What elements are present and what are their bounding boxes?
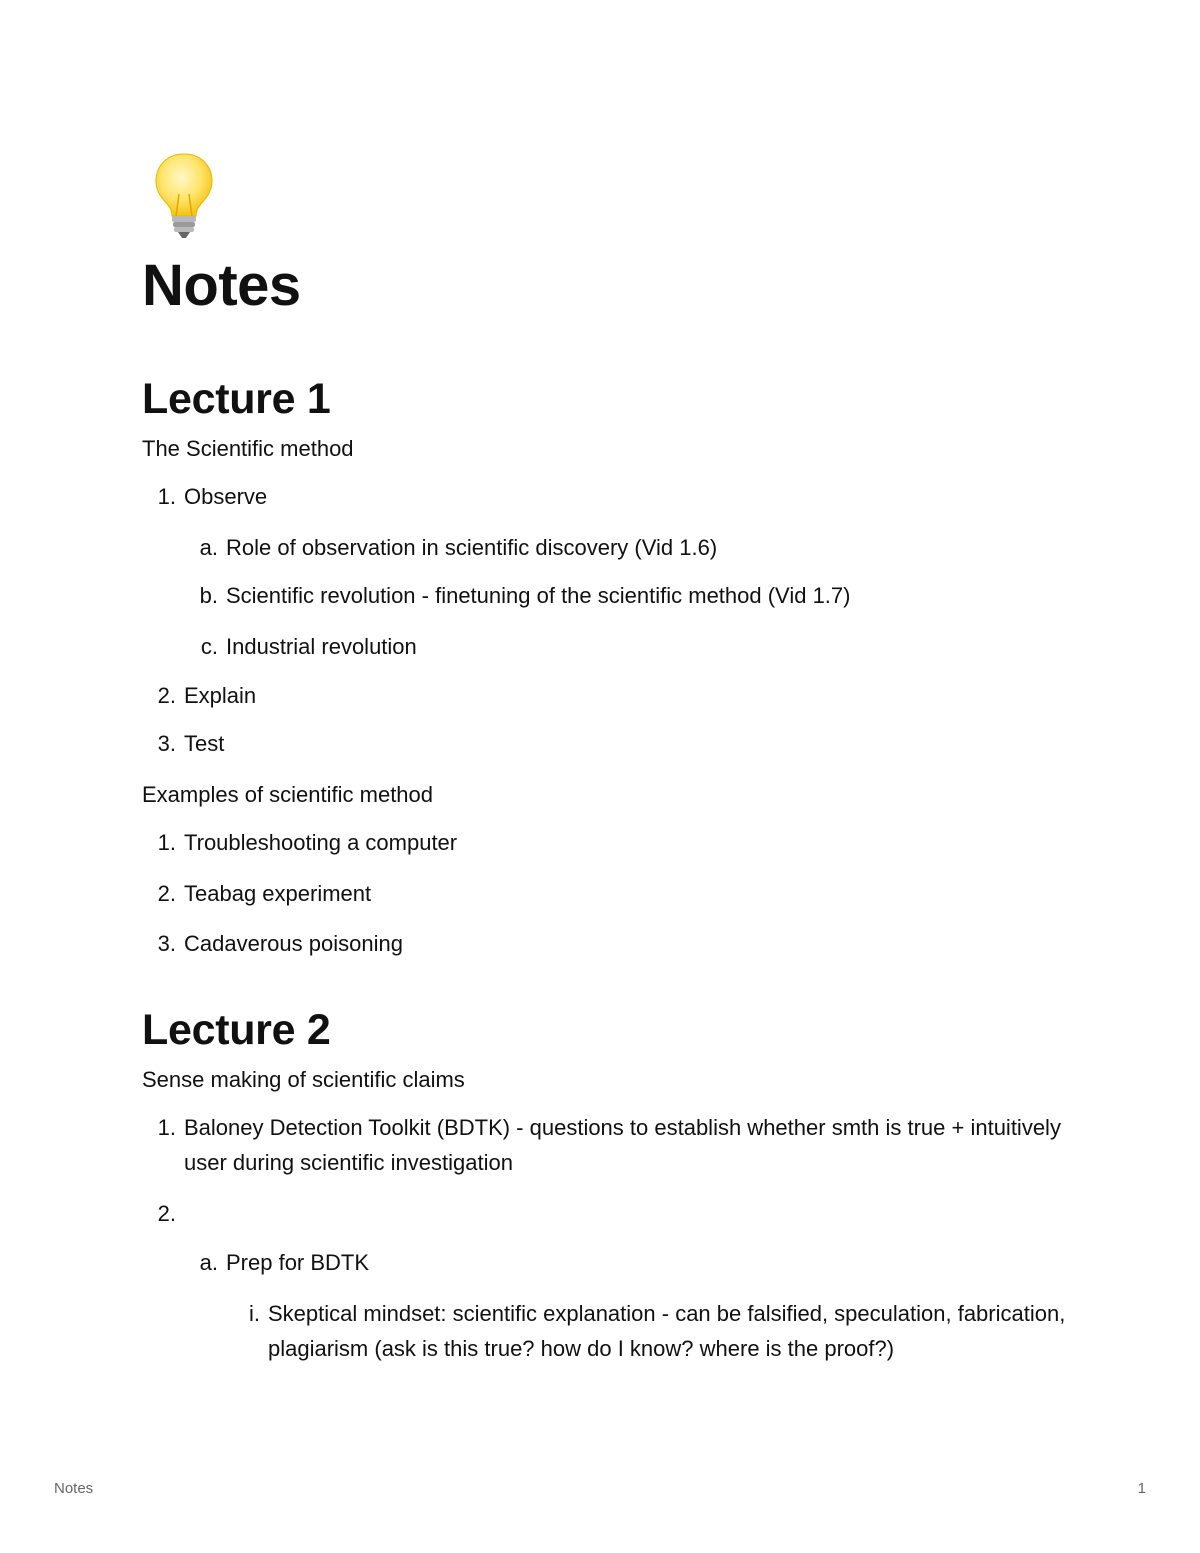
list-marker: 3. bbox=[157, 731, 176, 757]
list-marker: a. bbox=[199, 535, 218, 561]
footer-doc-name: Notes bbox=[54, 1480, 94, 1497]
list-item bbox=[184, 530, 1082, 565]
list-item bbox=[142, 678, 1082, 713]
list-item bbox=[142, 926, 1082, 961]
list-marker: c. bbox=[200, 634, 218, 660]
list-item bbox=[184, 578, 1082, 613]
list-text: Prep for BDTK bbox=[226, 1250, 370, 1276]
page-title: Notes bbox=[142, 253, 301, 318]
document-page bbox=[142, 150, 1082, 1366]
list-item bbox=[142, 726, 1082, 761]
lecture-1-heading: Lecture 1 bbox=[142, 374, 331, 423]
list-marker: 2. bbox=[157, 1201, 176, 1227]
list-item bbox=[142, 825, 1082, 860]
list-item bbox=[142, 1110, 1082, 1180]
footer-page-number: 1 bbox=[1137, 1480, 1146, 1497]
list-item bbox=[142, 479, 1082, 514]
list-marker: 1. bbox=[157, 830, 176, 856]
list-marker: 2. bbox=[157, 881, 176, 907]
list-item bbox=[142, 876, 1082, 911]
list-text: Explain bbox=[184, 683, 257, 709]
list-marker: 1. bbox=[157, 484, 176, 510]
list-marker: i. bbox=[249, 1301, 260, 1327]
list-marker: b. bbox=[199, 583, 218, 609]
list-item bbox=[142, 1196, 1082, 1231]
list-marker: a. bbox=[199, 1250, 218, 1276]
lecture-2-intro: Sense making of scientific claims bbox=[142, 1067, 465, 1093]
list-item bbox=[184, 629, 1082, 664]
lightbulb-icon bbox=[148, 150, 220, 240]
list-marker: 2. bbox=[157, 683, 176, 709]
list-text: Observe bbox=[184, 484, 268, 510]
lecture-2-heading: Lecture 2 bbox=[142, 1006, 331, 1055]
list-marker: 3. bbox=[157, 931, 176, 957]
list-text: Scientific revolution - finetuning of the scientific method (Vid 1.7) bbox=[226, 583, 851, 609]
list-text bbox=[184, 1196, 1082, 1231]
list-marker: 1. bbox=[157, 1115, 176, 1141]
list-text: Troubleshooting a computer bbox=[184, 830, 458, 856]
list-text: Test bbox=[184, 731, 225, 757]
list-text: Role of observation in scientific discovery (Vid 1.6) bbox=[226, 535, 718, 561]
list-text: Baloney Detection Toolkit (BDTK) - questions to establish whether smth is true + intuitively user during scientific investigation bbox=[184, 1115, 1061, 1176]
lecture-1-intro: The Scientific method bbox=[142, 436, 354, 462]
list-item bbox=[184, 1245, 1082, 1280]
list-item bbox=[226, 1296, 1082, 1366]
list-text: Cadaverous poisoning bbox=[184, 931, 403, 957]
examples-heading: Examples of scientific method bbox=[142, 782, 434, 808]
list-text: Industrial revolution bbox=[226, 634, 417, 660]
list-text: Skeptical mindset: scientific explanation - can be falsified, speculation, fabrication, plagiarism (ask is this true? how do I know? where is the proof?) bbox=[268, 1301, 1066, 1362]
list-text: Teabag experiment bbox=[184, 881, 372, 907]
